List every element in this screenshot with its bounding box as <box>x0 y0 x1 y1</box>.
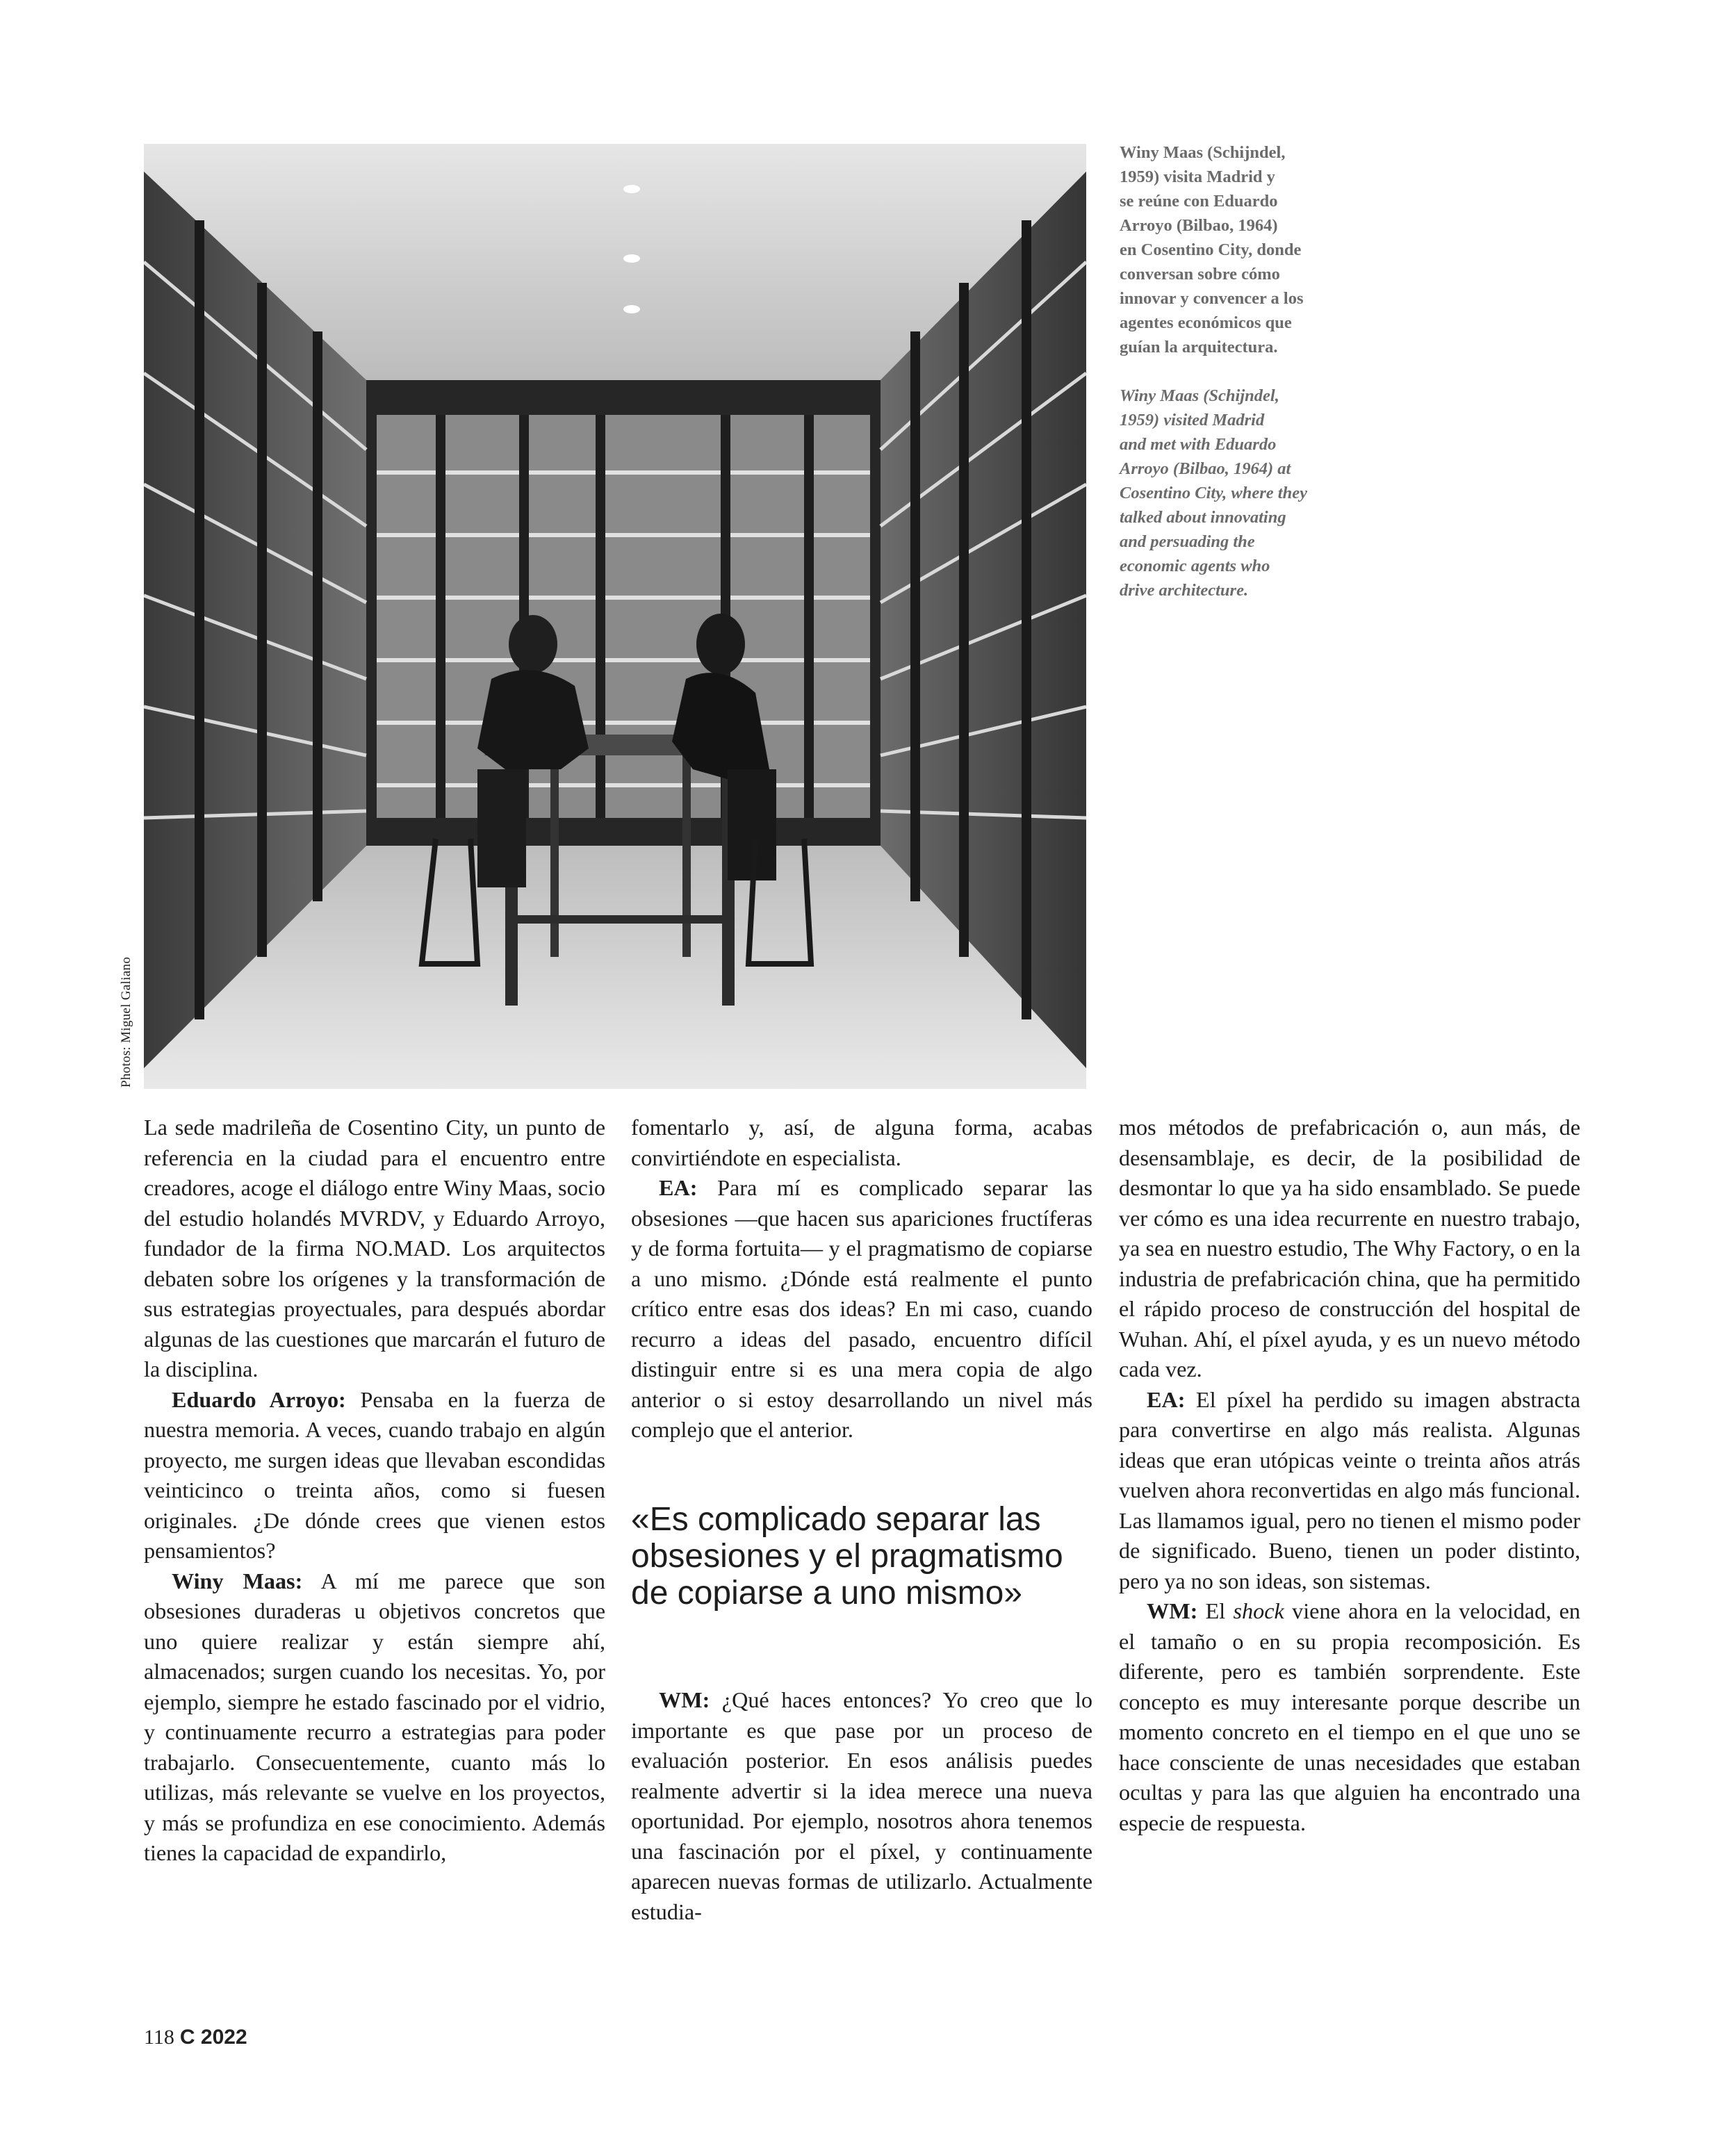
caption-line: 1959) visita Madrid y <box>1120 167 1275 186</box>
magazine-name: C 2022 <box>179 2026 247 2049</box>
dialogue-paragraph <box>1119 1385 1580 1597</box>
caption-line: Winy Maas (Schijndel, <box>1120 386 1279 405</box>
dialogue-text: Para mí es complicado separar las obsesiones —que hacen sus apariciones fructíferas y de forma fortuita— y el pragmatismo de copiarse a uno mismo. ¿Dónde está realmente el punto crítico entre esas dos ideas? En mi caso, cuando recurro a ideas del pasado, encuentro difícil distinguir entre si es una mera copia de algo anterior o si estoy desarrollando un nivel más complejo que el anterior. <box>631 1175 1092 1442</box>
dialogue-text: ¿Qué haces entonces? Yo creo que lo importante es que pase por un proceso de evaluación posterior. En esos análisis puedes realmente advertir si la idea merece una nueva oportunidad. Por ejemplo, nosotros ahora tenemos una fascinación por el píxel, y continuamente aparecen nuevas formas de utilizarlo. Actualmente estudia- <box>631 1687 1092 1924</box>
caption-line: and met with Eduardo <box>1120 435 1277 454</box>
dialogue-paragraph <box>631 1685 1092 1927</box>
caption-line: en Cosentino City, donde <box>1120 240 1302 259</box>
dialogue-paragraph <box>1119 1596 1580 1838</box>
speaker-name: EA: <box>1147 1386 1186 1412</box>
page-footer <box>144 2026 247 2049</box>
library-interior-illustration <box>144 144 1086 1089</box>
article-column-1 <box>144 1113 605 1869</box>
speaker-name: WM: <box>659 1687 710 1712</box>
article-column-3 <box>1119 1113 1580 1838</box>
article-column-2 <box>631 1113 1092 1445</box>
speaker-name: Winy Maas: <box>172 1568 303 1593</box>
body-paragraph: fomentarlo y, así, de alguna forma, acabas convirtiéndote en especialista. <box>631 1115 1092 1170</box>
caption-line: Arroyo (Bilbao, 1964) at <box>1120 459 1291 478</box>
dialogue-paragraph <box>144 1385 605 1566</box>
dialogue-paragraph <box>631 1173 1092 1445</box>
speaker-name: WM: <box>1147 1598 1198 1623</box>
caption-line: guían la arquitectura. <box>1120 338 1278 356</box>
pull-quote-text: «Es complicado separar las obsesiones y el pragmatismo de copiarse a uno mismo» <box>631 1501 1063 1612</box>
caption-english <box>1120 384 1384 602</box>
caption-line: economic agents who <box>1120 557 1270 575</box>
dialogue-text: El píxel ha perdido su imagen abstracta para convertirse en algo más realista. Algunas ideas que eran utópicas veinte o treinta años atrás vuelven ahora reconvertidas en algo más funcional. Las llamamos igual, pero no tienen el mismo poder de significado. Bueno, tienen un poder distinto, pero ya no son ideas, son sistemas. <box>1119 1386 1580 1593</box>
caption-line: Winy Maas (Schijndel, <box>1120 143 1286 162</box>
pull-quote <box>631 1501 1092 1612</box>
article-column-2-continued <box>631 1685 1092 1927</box>
caption-line: se reúne con Eduardo <box>1120 192 1278 211</box>
article-photo <box>144 144 1086 1089</box>
photo-credit: Photos: Miguel Galiano <box>119 956 133 1088</box>
page-number: 118 <box>144 2026 174 2049</box>
dialogue-paragraph <box>144 1566 605 1869</box>
caption-line: conversan sobre cómo <box>1120 265 1280 284</box>
speaker-name: Eduardo Arroyo: <box>172 1386 346 1412</box>
caption-line: Cosentino City, where they <box>1120 484 1307 502</box>
speaker-name: EA: <box>659 1175 698 1200</box>
dialogue-text: A mí me parece que son obsesiones duraderas u objetivos concretos que uno quiere realizar y están siempre ahí, almacenados; surgen cuando los necesitas. Yo, por ejemplo, siempre he estado fascinado por el vidrio, y continuamente recurro a estrategias para poder trabajarlo. Consecuentemente, cuanto más lo utilizas, más relevante se vuelve en los proyectos, y más se profundiza en ese conocimiento. Además tienes la capacidad de expandirlo, <box>144 1568 606 1865</box>
caption-line: talked about innovating <box>1120 508 1286 527</box>
caption-line: and persuading the <box>1120 532 1255 551</box>
caption-line: 1959) visited Madrid <box>1120 411 1265 429</box>
dialogue-text: Pensaba en la fuerza de nuestra memoria. A veces, cuando trabajo en algún proyecto, me surgen ideas que llevaban escondidas veinticinco o treinta años, como si fuesen originales. ¿De dónde crees que vienen estos pensamientos? <box>144 1386 605 1563</box>
caption-line: drive architecture. <box>1120 581 1249 600</box>
caption-line: agentes económicos que <box>1120 313 1292 332</box>
caption-line: innovar y convencer a los <box>1120 289 1304 308</box>
caption-line: Arroyo (Bilbao, 1964) <box>1120 216 1278 235</box>
dialogue-text: El <box>1197 1598 1234 1623</box>
emphasis-word: shock <box>1233 1598 1284 1623</box>
intro-paragraph: La sede madrileña de Cosentino City, un punto de referencia en la ciudad para el encuentro entre creadores, acoge el diálogo entre Winy Maas, socio del estudio holandés MVRDV, y Eduardo Arroyo, fundador de la firma NO.MAD. Los arquitectos debaten sobre los orígenes y la transformación de sus estrategias proyectuales, para después abordar algunas de las cuestiones que marcarán el futuro de la disciplina. <box>144 1115 605 1382</box>
caption-spanish <box>1120 140 1384 359</box>
dialogue-text: viene ahora en la velocidad, en el tamaño o en su propia recomposición. Es diferente, pero es también sorprendente. Este concepto es muy interesante porque describe un momento concreto en el tiempo en el que uno se hace consciente de unas necesidades que estaban ocultas y para las que alguien ha encontrado una especie de respuesta. <box>1119 1598 1580 1835</box>
body-paragraph: mos métodos de prefabricación o, aun más, de desensamblaje, es decir, de la posibilidad de desmontar lo que ya ha sido ensamblado. Se puede ver cómo es una idea recurrente en nuestro trabajo, ya sea en nuestro estudio, The Why Factory, o en la industria de prefabricación china, que ha permitido el rápido proceso de construcción del hospital de Wuhan. Ahí, el píxel ayuda, y es un nuevo método cada vez. <box>1119 1115 1580 1382</box>
